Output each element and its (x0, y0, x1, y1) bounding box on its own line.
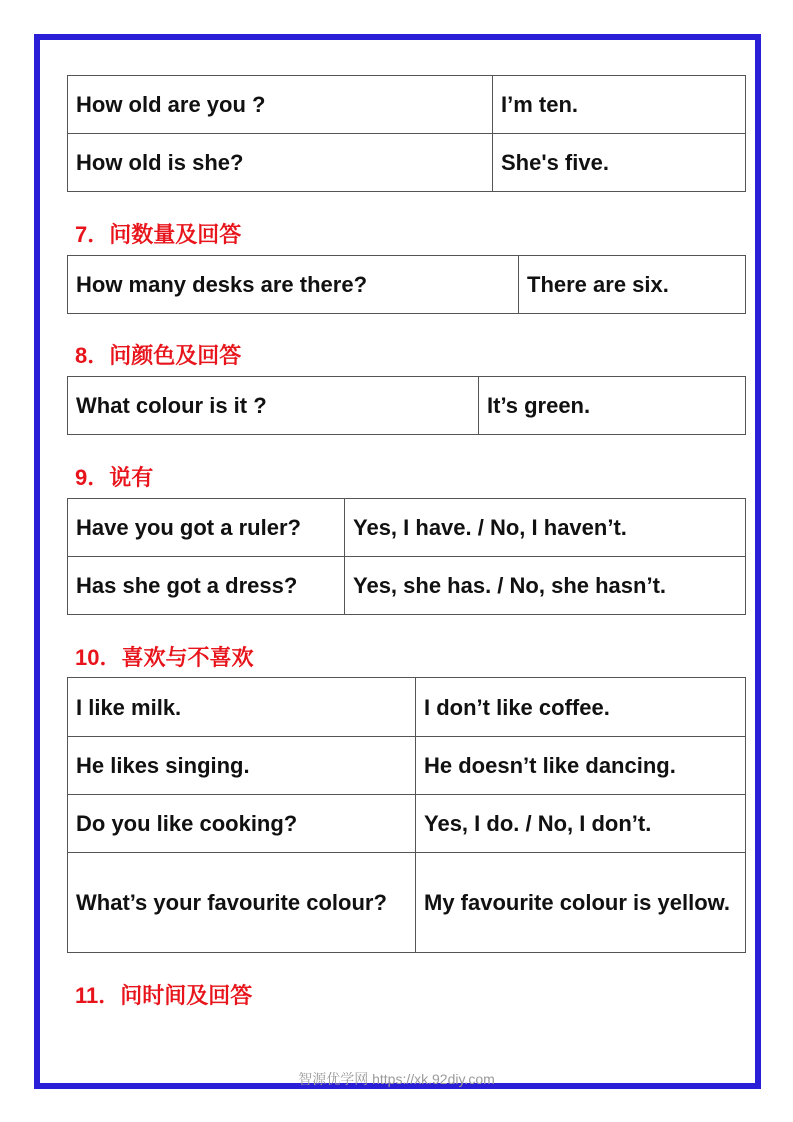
colour-table (67, 376, 746, 435)
table-row (68, 76, 746, 134)
section-heading-10: 10．喜欢与不喜欢 (75, 645, 254, 670)
section-heading-11: 11．问时间及回答 (75, 983, 253, 1008)
answer-cell: There are six. (519, 256, 746, 314)
table-row (68, 678, 746, 737)
age-table (67, 75, 746, 192)
question-cell: Has she got a dress? (68, 557, 345, 615)
have-table (67, 498, 746, 615)
section-heading-7: 7．问数量及回答 (75, 222, 242, 247)
question-cell: What’s your favourite colour? (68, 853, 416, 953)
question-cell: Do you like cooking? (68, 795, 416, 853)
table-row (68, 256, 746, 314)
answer-cell: My favourite colour is yellow. (416, 853, 746, 953)
section-heading-9: 9．说有 (75, 465, 154, 490)
question-cell: How many desks are there? (68, 256, 519, 314)
question-cell: He likes singing. (68, 737, 416, 795)
table-row (68, 557, 746, 615)
question-cell: How old are you ? (68, 76, 493, 134)
table-row (68, 134, 746, 192)
answer-cell: Yes, I do. / No, I don’t. (416, 795, 746, 853)
likes-table (67, 677, 746, 953)
question-cell: How old is she? (68, 134, 493, 192)
answer-cell: Yes, I have. / No, I haven’t. (345, 499, 746, 557)
question-cell: What colour is it ? (68, 377, 479, 435)
answer-cell: I don’t like coffee. (416, 678, 746, 737)
table-row (68, 737, 746, 795)
section-heading-8: 8．问颜色及回答 (75, 343, 242, 368)
answer-cell: It’s green. (479, 377, 746, 435)
answer-cell: Yes, she has. / No, she hasn’t. (345, 557, 746, 615)
answer-cell: She's five. (493, 134, 746, 192)
question-cell: I like milk. (68, 678, 416, 737)
answer-cell: He doesn’t like dancing. (416, 737, 746, 795)
quantity-table (67, 255, 746, 314)
table-row (68, 795, 746, 853)
table-row (68, 853, 746, 953)
answer-cell: I’m ten. (493, 76, 746, 134)
table-row (68, 377, 746, 435)
table-row (68, 499, 746, 557)
footer-watermark: 智源优学网 https://xk.92diy.com (298, 1071, 495, 1087)
question-cell: Have you got a ruler? (68, 499, 345, 557)
